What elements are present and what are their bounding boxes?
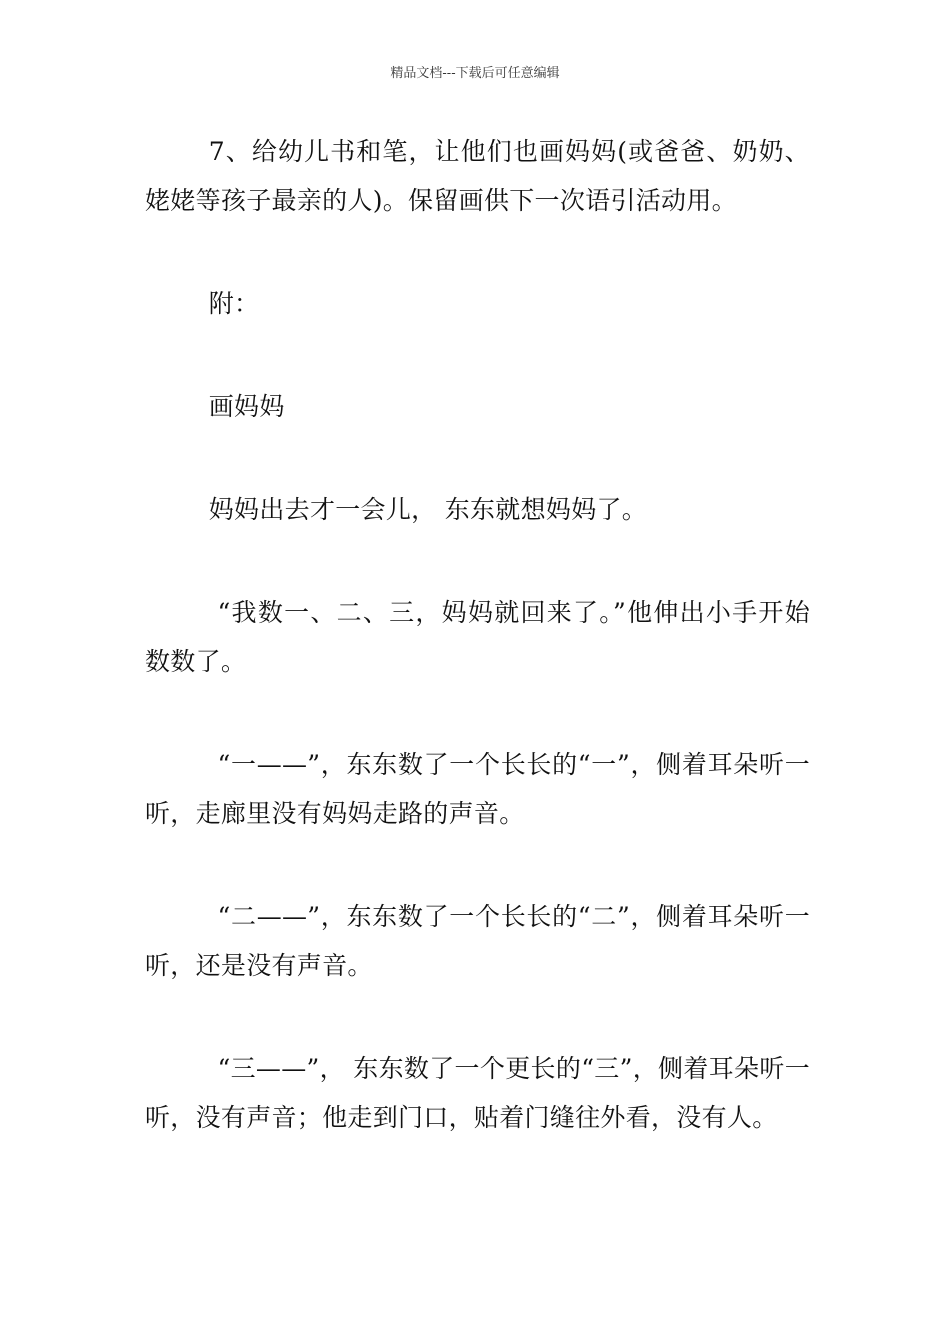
paragraph-story-2: “我数一、二、三，妈妈就回来了。”他伸出小手开始数数了。	[145, 598, 810, 676]
paragraph-story-1: 妈妈出去才一会儿， 东东就想妈妈了。	[208, 495, 648, 524]
paragraph-appendix-label: 附：	[208, 289, 260, 318]
paragraph-story-title: 画妈妈	[208, 392, 285, 421]
paragraph-story-3: “一——”，东东数了一个长长的“一”，侧着耳朵听一听，走廊里没有妈妈走路的声音。	[145, 750, 810, 828]
page-header: 精品文档---下载后可任意编辑	[390, 66, 560, 81]
paragraph-story-5: “三——”， 东东数了一个更长的“三”，侧着耳朵听一听，没有声音；他走到门口，贴着门缝往外看，没有人。	[145, 1054, 810, 1132]
document-body	[145, 127, 810, 1196]
paragraph-story-4: “二——”，东东数了一个长长的“二”，侧着耳朵听一听，还是没有声音。	[145, 902, 810, 980]
paragraph-step-7: 7、给幼儿书和笔，让他们也画妈妈(或爸爸、奶奶、姥姥等孩子最亲的人)。保留画供下一次语引活动用。	[145, 137, 810, 215]
